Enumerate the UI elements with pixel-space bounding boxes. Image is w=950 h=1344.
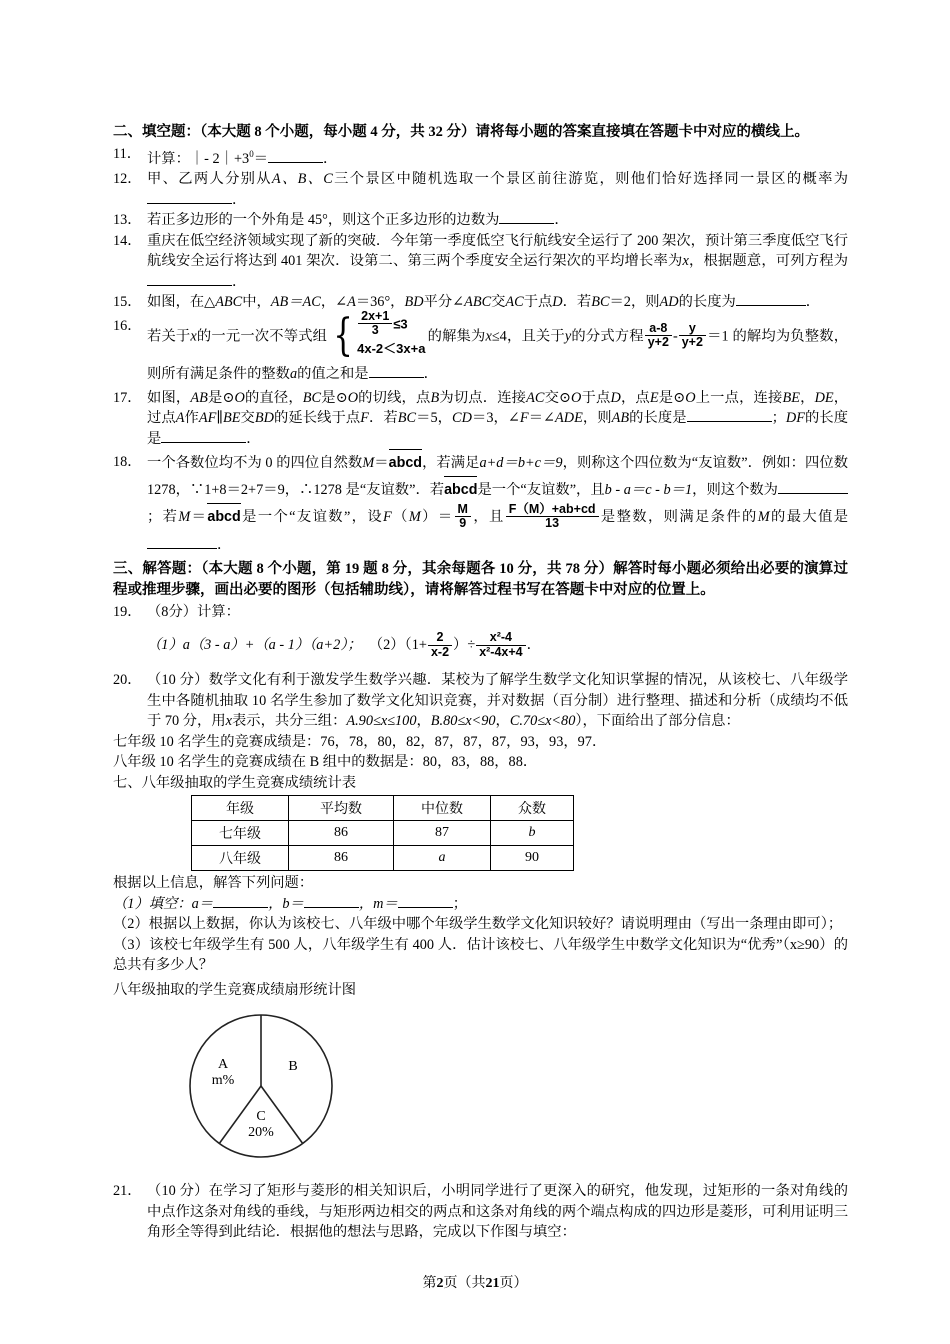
var-m2: M <box>178 509 191 526</box>
question-12-vars: A、B、C <box>271 171 333 188</box>
var-be: BE <box>782 389 800 406</box>
question-14-text-3: ． <box>232 273 247 290</box>
var-cd: CD <box>452 410 472 427</box>
var-f2: F <box>519 410 529 427</box>
question-15-text-10: 的长度为 <box>678 294 736 311</box>
denominator: x-2 <box>430 644 450 659</box>
question-16-text-4: ≤4，且关于 <box>491 328 565 345</box>
t24: 的长度是 <box>147 410 849 447</box>
var-m3: M <box>408 509 421 526</box>
pie-label-c-value: 20% <box>248 1125 274 1141</box>
var-ade: ADE <box>555 410 583 427</box>
question-21-text: （10 分）在学习了矩形与菱形的相关知识后，小明同学进行了更深入的研究，他发现，过矩形的一条对角线的中点作这条对角线的垂线，与矩形两边相交的两点和这条对角线的两个端点构成的四边形是菱形，可利用证明三角形全等得到此结论．根据他的想法与思路，完成以下作图与填空： <box>147 1183 848 1241</box>
question-15-text-1: 如图，在△ <box>147 294 216 311</box>
question-21-number: 21． <box>113 1183 142 1200</box>
question-16 <box>113 308 849 388</box>
t8: ＝ <box>190 509 208 526</box>
t21: ，则 <box>582 410 612 427</box>
var-bc2: BC <box>397 410 417 427</box>
answer-blank[interactable] <box>736 292 806 306</box>
denominator: 13 <box>545 516 560 531</box>
var-f: F <box>383 509 392 526</box>
question-15-text-7: 于点 <box>523 294 553 311</box>
sub1-a: （1）填空：a＝ <box>113 895 214 912</box>
question-20 <box>113 670 848 732</box>
t4: 是⊙ <box>321 389 348 406</box>
var-a-2: a <box>289 365 298 382</box>
pie-label-a-value: m% <box>211 1073 235 1089</box>
overline-abcd-3: abcd <box>207 503 240 530</box>
t7: 交⊙ <box>544 389 572 406</box>
answer-blank[interactable] <box>147 190 232 204</box>
question-15-number: 15． <box>113 294 142 311</box>
question-15-text-3: ，∠ <box>320 294 348 311</box>
question-16-text-2: 的一元一次不等式组 <box>196 328 328 345</box>
inequality-row-2: 4x-2＜3x+a <box>357 340 426 356</box>
grade8-scores-line: 八年级 10 名学生的竞赛成绩在 B 组中的数据是：80，83，88，88． <box>113 754 538 771</box>
footer-suffix: 页） <box>499 1276 528 1291</box>
competition-score-stats-table <box>191 795 574 871</box>
t2: 表示，共分三组： <box>232 713 347 730</box>
sep1: ， <box>416 713 431 730</box>
t6: ，则这个数为 <box>692 482 778 499</box>
question-19-part-2-label: （2）（1+ <box>368 637 427 654</box>
question-16-text-1: 若关于 <box>147 328 191 345</box>
t1: 一个各数位均不为 0 的四位自然数 <box>147 455 363 472</box>
cell-grade7-mode: b <box>491 821 574 846</box>
question-13-text-1: 若正多边形的一个外角是 45°，则这个正多边形的边数为 <box>147 212 500 229</box>
cell-grade7-median: 87 <box>394 821 491 846</box>
header-mean: 平均数 <box>289 796 394 821</box>
t25: ． <box>246 430 261 447</box>
t16: 的延长线于点 <box>273 410 361 427</box>
fraction-fm-ab-cd-over-13 <box>506 503 599 531</box>
question-12 <box>113 169 848 210</box>
var-bc: BC <box>591 294 610 311</box>
pie-label-b <box>273 1059 313 1075</box>
t14: 作 <box>184 410 199 427</box>
t1: 如图， <box>147 389 191 406</box>
question-12-text-3: ． <box>232 191 247 208</box>
fraction-m-over-9 <box>455 503 471 531</box>
question-15-text-5: 平分∠ <box>423 294 465 311</box>
pie-label-b-name: B <box>288 1059 298 1075</box>
inequality-row-1 <box>357 308 425 339</box>
t3: ），下面给出了部分信息： <box>575 713 740 730</box>
var-x-2: x <box>485 328 492 345</box>
var-df: DF <box>785 410 805 427</box>
var-ac: AC <box>505 294 524 311</box>
question-15-text-9: ＝2，则 <box>609 294 660 311</box>
t5: 的切线，点 <box>358 389 431 406</box>
var-abc-2: ABC <box>464 294 492 311</box>
inequality-rows <box>357 308 426 359</box>
sub1-c: ，m＝ <box>358 895 398 912</box>
question-19-intro: （8分）计算： <box>147 603 240 620</box>
var-b: B <box>430 389 440 406</box>
header-mode: 众数 <box>491 796 574 821</box>
page-footer <box>0 1272 950 1292</box>
denominator: y+2 <box>681 335 703 350</box>
question-19-number: 19． <box>113 603 142 620</box>
t13: ，过点 <box>147 389 849 427</box>
var-a: A <box>347 294 356 311</box>
var-f: F <box>360 410 369 427</box>
question-15-text-4: ＝36°， <box>355 294 405 311</box>
question-11-text-2: ＝ <box>253 150 268 167</box>
answer-blank[interactable] <box>304 894 359 908</box>
answer-blank[interactable] <box>268 149 323 163</box>
denominator: y+2 <box>647 335 669 350</box>
t15: 交 <box>240 410 255 427</box>
var-af-be: AF∥BE <box>198 410 241 427</box>
question-15-text-6: 交 <box>491 294 506 311</box>
pie-label-c-name: C <box>256 1109 266 1125</box>
footer-prefix: 第 <box>422 1276 437 1291</box>
question-14-text-1: 重庆在低空经济领域实现了新的突破．今年第一季度低空飞行航线安全运行了 200 架次，预计第三季度低空飞行航线安全运行将达到 401 架次．设第二、第三两个季度安全运行架次的平均增长率为 <box>147 232 848 270</box>
t3: 的直径， <box>244 389 303 406</box>
answer-blank[interactable] <box>499 210 554 224</box>
group-c-range: C.70≤x<80 <box>509 713 576 730</box>
question-11-text-3: ． <box>322 150 338 167</box>
t4: ，则称这个四位数为“友谊数”．例如：四位数 1278，∵1+8＝2+7＝9，∴1278 是“友谊数”．若 <box>147 455 849 499</box>
t3: ，若满足 <box>422 455 480 472</box>
t5: 是一个“友谊数”，且 <box>477 482 605 499</box>
question-19-part-2-end: ． <box>526 637 541 654</box>
var-m4: M <box>757 509 770 526</box>
sub1-end: ； <box>452 895 468 912</box>
overline-abcd: abcd <box>389 449 422 476</box>
footer-middle: 页（共 <box>443 1276 486 1291</box>
cell-grade8-mean: 86 <box>289 846 394 871</box>
t11: 上一点，连接 <box>695 389 783 406</box>
var-ad: AD <box>659 294 679 311</box>
fraction-2x1-over-3 <box>358 310 392 338</box>
question-15 <box>113 292 848 313</box>
t6: 为切点．连接 <box>439 389 527 406</box>
t2: 是⊙ <box>207 389 235 406</box>
question-17-number: 17． <box>113 389 142 406</box>
question-16-text-5: 的分式方程 <box>571 328 644 345</box>
minus-sign: - <box>672 328 678 345</box>
question-19-part-1: （1）a（3 - a）+（a - 1）（a+2）； <box>147 637 362 654</box>
t22: 的长度是 <box>629 410 687 427</box>
numerator: x²-4 <box>476 631 525 646</box>
question-16-text-8: ． <box>423 365 438 382</box>
t1: （10 分）数学文化有利于激发学生数学兴趣．某校为了解学生数学文化知识掌握的情况，从该校七、八年级学生中各随机抽取 10 名学生参加了数学文化知识竞赛，并对数据（百分制）进行整理、描述和分析（成绩均不低于 70 分，用 <box>147 672 848 730</box>
denominator: 3 <box>371 323 379 338</box>
var-ba-cb: b - a＝c - b＝1 <box>604 482 693 499</box>
question-18-number: 18． <box>113 454 142 471</box>
question-17 <box>113 388 848 450</box>
numerator: F（M）+ab+cd <box>506 503 599 518</box>
cell-grade8-name: 八年级 <box>192 846 289 871</box>
answer-blank[interactable] <box>398 894 453 908</box>
t8: 于点 <box>581 389 611 406</box>
var-y: y <box>564 328 572 345</box>
header-median: 中位数 <box>394 796 491 821</box>
answer-blank[interactable] <box>778 480 848 494</box>
page-content <box>113 122 848 1243</box>
question-14-text-2: ，根据题意，可列方程为 <box>688 253 848 270</box>
question-11-exponent: 0 <box>249 149 254 159</box>
pie-label-c <box>233 1109 289 1141</box>
answer-blank[interactable] <box>213 894 268 908</box>
var-m: M <box>362 455 375 472</box>
var-o3: O <box>571 389 582 406</box>
question-14-var-x: x <box>682 253 689 270</box>
question-13-number: 13． <box>113 212 142 229</box>
question-16-text-6: ＝1 的解均为负整数，则所有满足条件的整数 <box>147 328 849 382</box>
answer-blank[interactable] <box>147 535 217 549</box>
numerator: M <box>455 503 471 518</box>
footer-page-number: 2 <box>436 1276 444 1291</box>
question-19 <box>113 602 848 623</box>
t9: ，点 <box>620 389 650 406</box>
fraction-2-over-x2 <box>428 631 452 659</box>
t9: 是一个“友谊数”，设 <box>240 509 384 526</box>
t11: ）＝ <box>420 509 454 526</box>
denominator: x²-4x+4 <box>479 644 523 659</box>
footer-total-pages: 21 <box>485 1276 500 1291</box>
pie-chart <box>171 1004 351 1169</box>
question-15-text-2: 中， <box>242 294 271 311</box>
table-header-row <box>192 796 574 821</box>
var-ac: AC <box>526 389 545 406</box>
sub1-b: ，b＝ <box>268 895 304 912</box>
t19: ＝3，∠ <box>471 410 520 427</box>
var-de: DE <box>814 389 834 406</box>
t17: ．若 <box>368 410 398 427</box>
answer-blank[interactable] <box>147 272 232 286</box>
fraction-a8-over-y2 <box>645 322 672 350</box>
denominator: 9 <box>459 516 467 531</box>
var-a: A <box>175 410 185 427</box>
question-21 <box>113 1181 848 1243</box>
question-11 <box>113 144 848 169</box>
cell-grade8-median: a <box>394 846 491 871</box>
numerator: y <box>679 322 706 337</box>
var-e: E <box>649 389 659 406</box>
question-18 <box>113 449 848 558</box>
question-20-number: 20． <box>113 672 142 689</box>
t14: 的最大值是 <box>769 509 849 526</box>
var-o2: O <box>347 389 359 406</box>
t12: ，且 <box>471 509 505 526</box>
pie-label-a-name: A <box>217 1057 229 1073</box>
t7: ；若 <box>147 509 179 526</box>
cell-grade8-mode: 90 <box>491 846 574 871</box>
inequality-system <box>329 308 426 361</box>
t15: ． <box>217 536 232 553</box>
question-12-text-1: 甲、乙两人分别从 <box>147 171 272 188</box>
section-two-heading: 二、填空题：（本大题 8 个小题，每小题 4 分，共 32 分）请将每小题的答案直接填在答题卡中对应的横线上。 <box>113 124 809 140</box>
fraction-y-over-y2 <box>679 322 706 350</box>
t12: ， <box>799 389 815 406</box>
table-row <box>192 846 574 871</box>
question-16-number: 16． <box>113 317 142 334</box>
question-19-part-2-mid: ）÷ <box>453 637 476 654</box>
t10: 是⊙ <box>658 389 686 406</box>
var-x: x <box>225 713 232 730</box>
question-12-number: 12． <box>113 171 142 188</box>
question-11-text-1: 计算：｜- 2｜+3 <box>147 150 250 167</box>
sep2: ， <box>495 713 510 730</box>
t20: ＝∠ <box>528 410 556 427</box>
group-a-range: A.90≤x≤100 <box>346 713 417 730</box>
question-20-sub-3: （3）该校七年级学生有 500 人，八年级学生有 400 人．估计该校七、八年级学生中数学文化知识为“优秀”（x≥90）的总共有多少人？ <box>113 936 848 974</box>
t13: 是整数，则满足条件的 <box>599 509 758 526</box>
var-d: D <box>610 389 621 406</box>
group-b-range: B.80≤x<90 <box>430 713 496 730</box>
numerator: 2 <box>428 631 452 646</box>
question-16-text-7: 的值之和是 <box>297 365 369 382</box>
left-brace-icon: { <box>333 309 353 361</box>
var-abc: ABC <box>215 294 243 311</box>
t10: （ <box>391 509 409 526</box>
answer-blank[interactable] <box>687 408 772 422</box>
var-d: D <box>552 294 563 311</box>
overline-abcd-2: abcd <box>444 476 477 503</box>
question-13 <box>113 210 848 231</box>
numerator: 2x+1 <box>358 310 392 325</box>
t2: ＝ <box>374 455 389 472</box>
var-x: x <box>190 328 197 345</box>
fraction-x2-4-over-x2-4x-4 <box>476 631 525 659</box>
table-row <box>192 821 574 846</box>
var-o4: O <box>685 389 696 406</box>
var-ab: AB <box>190 389 208 406</box>
numerator: a-8 <box>645 322 672 337</box>
var-ab2: AB <box>611 410 630 427</box>
question-14 <box>113 231 848 293</box>
var-o: O <box>234 389 245 406</box>
t23: ； <box>771 410 786 427</box>
question-15-text-8: ．若 <box>562 294 592 311</box>
pie-label-a <box>195 1057 251 1089</box>
cell-grade7-name: 七年级 <box>192 821 289 846</box>
answer-blank[interactable] <box>369 364 424 378</box>
question-20-prompt: 根据以上信息，解答下列问题： <box>113 875 314 892</box>
question-20-sub-1 <box>113 894 848 915</box>
question-13-text-2: ． <box>554 212 569 229</box>
question-19-parts <box>113 626 848 664</box>
pie-chart-title: 八年级抽取的学生竞赛成绩扇形统计图 <box>113 981 357 998</box>
var-bc: BC <box>302 389 322 406</box>
question-20-sub-2: （2）根据以上数据，你认为该校七、八年级中哪个年级学生数学文化知识较好？请说明理由（写出一条理由即可）； <box>113 916 843 933</box>
cell-grade7-mean: 86 <box>289 821 394 846</box>
var-ab-ac: AB＝AC <box>270 294 321 311</box>
question-16-text-3: 的解集为 <box>427 328 486 345</box>
question-12-text-2: 三个景区中随机选取一个景区前往游览，则他们恰好选择同一景区的概率为 <box>332 171 849 188</box>
stat-table-title: 七、八年级抽取的学生竞赛成绩统计表 <box>113 774 357 791</box>
var-bd: BD <box>254 410 274 427</box>
answer-blank[interactable] <box>161 429 246 443</box>
var-bd: BD <box>404 294 424 311</box>
t18: ＝5， <box>416 410 453 427</box>
question-11-number: 11． <box>113 146 142 162</box>
section-three-heading: 三、解答题：（本大题 8 个小题，第 19 题 8 分，其余每题各 10 分，共 78 分）解答时每小题必须给出必要的演算过程或推理步骤，画出必要的图形（包括辅助线），请将解答过程书写在答题卡中对应的位置上。 <box>113 560 848 598</box>
var-adbc: a+d＝b+c＝9 <box>479 455 563 472</box>
grade7-scores-line: 七年级 10 名学生的竞赛成绩是：76，78，80，82，87，87，87，93，93，97． <box>113 733 607 750</box>
relation: ≤3 <box>393 316 408 332</box>
question-14-number: 14． <box>113 232 142 249</box>
header-grade: 年级 <box>192 796 289 821</box>
question-15-text-11: ． <box>805 294 821 311</box>
